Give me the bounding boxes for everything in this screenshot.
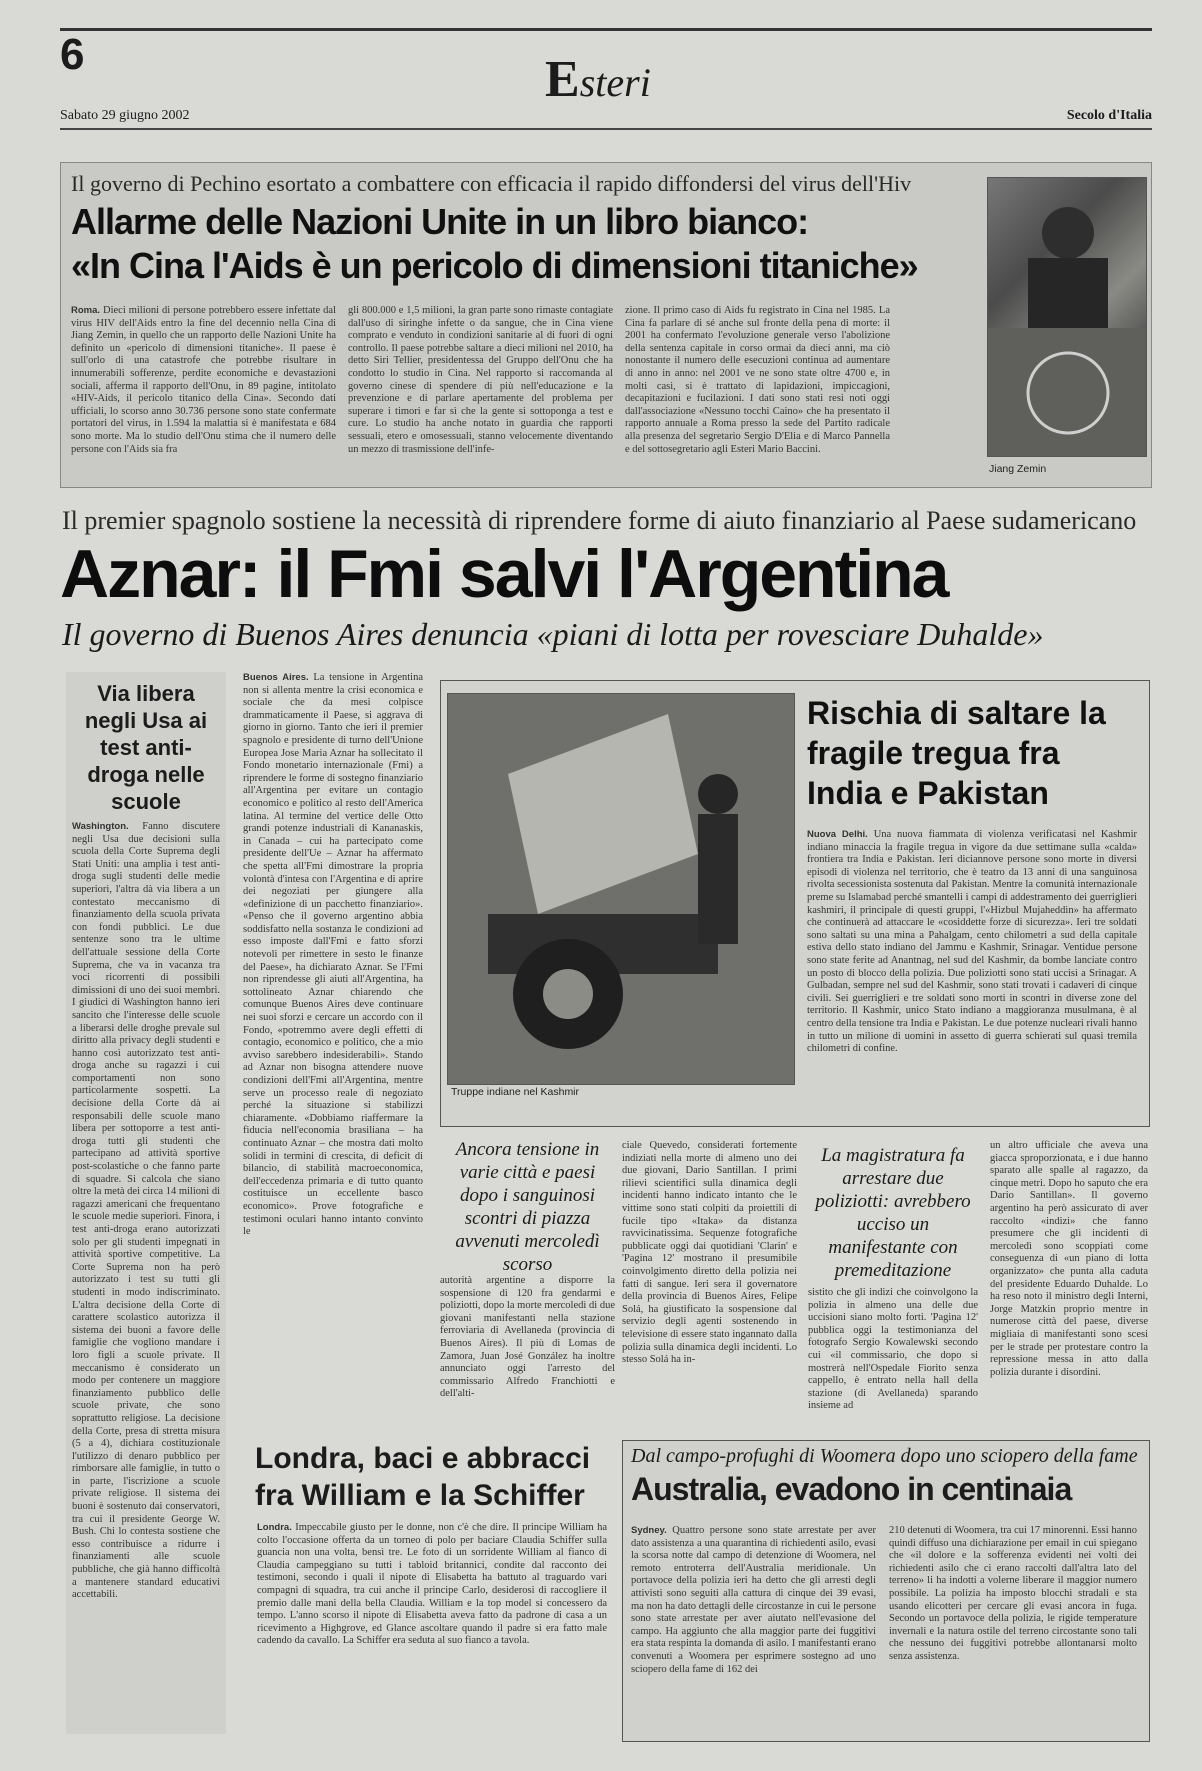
page-number: 6 <box>60 30 85 79</box>
artillery-figure <box>448 694 794 1084</box>
newspaper-name: Secolo d'Italia <box>1066 108 1152 123</box>
india-body-text: Una nuova fiammata di violenza verificatasi nel Kashmir indiano minaccia la fragile tregua in vigore da due settimane sulla «calda» frontiera tra India e Pakistan. Ieri diciannove persone sono morte in diversi episodi di violenza nel territorio, che è teatro da 13 anni di una sanguinosa rivolta secessionista sostenuta dal Pakistan. Mentre la comunità internazionale preme su Islamabad perché smantelli i campi di addestramento dei guerriglieri kashmiri, il principale di questi gruppi, l'«Hizbul Mujaheddin» ha affermato che continuerà ad attaccare le «cosiddette forze di sicurezza». Ieri tre soldati sono saltati su una mina a Pahalgam, cento chilometri a sud della capitale estiva dello stato indiano del Jammu e Kashmir, Srinagar. Ventidue persone sono state ferite ad Anantnag, nel sud del Kashmir, da bombe lanciate contro un posto di blocco della polizia. Due poliziotti sono stati uccisi a Srinagar. A Gulbadan, sempre nel sud del Kashmir, sono stati trovati i cadaveri di cinque civili. Sei guerriglieri e tre soldati sono morti in scontri in diverse zone del territorio. Il Kashmir, unico Stato indiano a maggioranza musulmana, è al centro della tensione tra India e Pakistan. Le due potenze nucleari rivali hanno in tutto un milione di uomini in assetto di guerra schierati sul quasi tremila chilometri di confine. <box>807 829 1137 1055</box>
usa-title: Via libera negli Usa ai test anti-droga nelle scuole <box>84 681 208 814</box>
top-rule <box>60 28 1152 31</box>
india-dateline: Nuova Delhi. <box>807 829 868 840</box>
cina-title-line2: «In Cina l'Aids è un pericolo di dimensioni titaniche» <box>71 245 918 286</box>
jiang-zemin-figure <box>988 178 1146 456</box>
usa-body-text: Fanno discutere negli Usa due decisioni sulla scuola della Corte Suprema degli Stati Uniti: una amplia i test anti-droga sugli studenti delle medie superiori, l'altra dà via libera a un contestato meccanismo di finanziamento della scuola privata con fondi pubblici. Le due sentenze sono tra le ultime dell'attuale sessione della Corte Suprema, che va in vacanza tra voci ricorrenti di possibili dimissioni di uno dei suoi membri. I giudici di Washington hanno ieri sancito che l'interesse delle scuole a liberarsi delle droghe prevale sul diritto alla privacy degli studenti e hanno così autorizzato test anti-droga anche su ragazzi i cui comportamenti non sono particolarmente sospetti. La decisione della Corte dà ai responsabili delle scuole mano libera per sottoporre a test anti-droga tutti gli studenti che partecipano ad attività sportive post-scolastiche o che fanno parte di squadre. Si calcola che siano oltre la metà dei circa 14 milioni di ragazzi americani che frequentano le scuole medie superiori. Finora, i test anti-droga erano autorizzati solo per gli studenti impegnati in attività sportive competitive. La Corte Suprema non ha però autorizzato i test su tutti gli studenti in modo indiscriminato. L'altra decisione della Corte di carattere scolastico autorizza il sistema dei buoni a favore delle famiglie che vogliono mandare i loro figli a scuole private. Il meccanismo è considerato un modo per contenere un maggiore finanziamento pubblico delle scuole private, che sono soprattutto religiose. La decisione della Corte, presa di stretta misura (5 a 4), dichiara costituzionale l'utilizzo di denaro pubblico per rimborsare alle famiglie, in tutto o in parte, l'iscrizione a scuole private religiose. Il sistema dei buoni è sostenuto dai conservatori, tra cui il presidente George W. Bush. Chi lo contesta sostiene che esso contribuisce a ridurre i finanziamenti alle scuole pubbliche, che già hanno difficoltà a mantenere standard educativi accettabili. <box>72 821 220 1601</box>
jiang-zemin-caption: Jiang Zemin <box>989 463 1047 475</box>
cina-col1 <box>71 305 336 483</box>
australia-dateline: Sydney. <box>631 1525 667 1536</box>
section-title <box>545 50 651 109</box>
londra-body-text: Impeccabile giusto per le donne, non c'è che dire. Il principe William ha colto l'occasione offerta da un torneo di polo per baciare Claudia Schiffer sulla guancia non una volta, bensì tre. Le foto di un sorridente William al fianco di Claudia campeggiano su tutti i tabloid britannici, condite dal racconto dei testimoni, secondo i quali il nipote di Elisabetta ha battuto al traguardo vari compagni di squadra, tra cui anche il principe Carlo, desiderosi di raccogliere il premio dalle mani della bella Claudia. William e la top model si concessero da tempo. L'anno scorso il nipote di Elisabetta aveva fatto da padrone di casa a un ricevimento a Highgrove, ed Glance ascoltare quando il padre si era fatto male cadendo da cavallo. La Schiffer era seduta al suo fianco a tavola. <box>257 1522 607 1647</box>
india-body <box>807 829 1137 1119</box>
aznar-body <box>243 672 423 1432</box>
cina-col1-text: Dieci milioni di persone potrebbero essere infettate dal virus HIV dell'Aids entro la fine del decennio nella Cina di Jiang Zemin, in quello che un rapporto delle Nazioni Unite ha definito un «pericolo di dimensioni titaniche». Il paese è sull'orlo di una catastrofe che potrebbe risultare in innumerabili sofferenze, perdite economiche e devastazioni sociali, afferma il rapporto dell'Onu, in 89 pagine, intitolato «HIV-Aids, il pericolo titanico della Cina». Secondo dati ufficiali, lo scorso anno 30.736 persone sono state confermate portatori del virus, in 1.594 la malattia si è manifestata e 684 sono morte. Ma lo studio dell'Onu stima che il numero delle persone con l'Aids sia fra <box>71 305 336 455</box>
india-article <box>440 680 1150 1127</box>
section-initial: E <box>545 51 580 108</box>
usa-sidebar <box>66 672 226 1734</box>
cina-dateline: Roma. <box>71 305 101 316</box>
aznar-dateline: Buenos Aires. <box>243 672 309 683</box>
argentina-col3: sistito che gli indizi che coinvolgono la polizia in almeno una delle due uccisioni siano molto forti. 'Pagina 12' pubblica oggi la testimonianza del fotografo Sergio Kowalewski secondo cui «il commissario, che dopo si mostrerà nell'Ospedale Fiorito senza cappello, è entrato nella hall della stazione (di Avellaneda) sparando insieme ad <box>808 1287 978 1412</box>
londra-dateline: Londra. <box>257 1522 292 1533</box>
australia-kicker: Dal campo-profughi di Woomera dopo uno sciopero della fame <box>631 1445 1138 1467</box>
londra-body <box>257 1522 607 1732</box>
australia-col2: 210 detenuti di Woomera, tra cui 17 minorenni. Essi hanno quindi diffuso una dichiarazione per email in cui spiegano che «il dolore e la sofferenza evidenti nei volti dei richiedenti asilo che ci erano raccolti dall'altra lato del terreno» li ha indotti a volerne liberare il maggior numero possibile. La polizia ha imposto blocchi stradali e sta usando elicotteri per cercare gli evasi ancora in fuga. Secondo un portavoce della polizia, le rigide temperature invernali e la natura ostile del terreno circostante sono tali che nessuno dei fuggitivi potrebbe allontanarsi molto senza assistenza. <box>889 1525 1137 1662</box>
argentina-pull-quote-2: La magistratura fa arrestare due poliziotti: avrebbero ucciso un manifestante con premeditazione <box>815 1145 971 1281</box>
kashmir-troops-photo <box>447 693 795 1085</box>
argentina-col2: ciale Quevedo, considerati fortemente indiziati nella morte di almeno uno dei due giovani, Dario Santillan. I primi rilievi scientifici sulla dinamica degli incidenti hanno indicato intanto che le vittime sono stati colpiti da proiettili di fucile tipo «Itaka» da distanza ravvicinatissima. Sequenze fotografiche pubblicate oggi dai quotidiani 'Clarin' e 'Pagina 12' mostrano il presumibile coinvolgimento diretto della polizia nei fatti di sangue. Ieri sera il governatore della provincia di Buenos Aires, Felipe Solá, ha giustificato la sospensione dal servizio degli agenti sostenendo in televisione di essere stato ingannato dalla polizia sulla dinamica degli incidenti. Lo stesso Solá ha in- <box>622 1140 797 1366</box>
cina-col3: zione. Il primo caso di Aids fu registrato in Cina nel 1985. La Cina fa parlare di sé anche sul fronte della pena di morte: il 2001 ha confermato l'evoluzione generale verso l'abolizione della sentenza capitale in corso ormai da dieci anni, ma ciò nonostante il numero delle esecuzioni continua ad aumentare di anno in anno: nel 2001 ve ne sono state oltre 4700 e, in molti casi, si è trattato di lapidazioni, impiccagioni, decapitazioni e fucilazioni. I dati sono stati resi noti oggi dall'associazione «Nessuno tocchi Caino» che ha presentato il rapporto annuale a Roma presso la sede del Partito radicale alla presenza del segretario Sergio D'Elia e di Marco Pannella e del sottosegretario agli Esteri Mario Baccini. <box>625 305 890 455</box>
australia-col1-text: Quattro persone sono state arrestate per aver dato assistenza a una quarantina di richiedenti asilo, evasi la scorsa notte dal campo di detenzione di Woomera, nel remoto entroterra dell'Australia meridionale. Un portavoce della polizia ieri ha detto che gli arresti degli attivisti sono seguiti alla cattura di cinque dei 39 evasi, ma non ha dato dettagli delle circostanze in cui le persone sono state arrestate per aver aiutato nell'evasione del campo. Ha aggiunto che alla maggior parte dei fuggitivi era stata respinta la domanda di asilo. I manifestanti erano convenuti a Woomera per esprimere sostegno ad uno sciopero della fame di 162 dei <box>631 1525 876 1675</box>
cina-col2: gli 800.000 e 1,5 milioni, la gran parte sono rimaste contagiate dall'uso di siringhe infette o da sangue, che in Cina viene comprato e venduto in condizioni sanitarie al di fuori di ogni controllo. Il paese potrebbe saltare a dieci milioni nel 2010, ha detto Siri Tellier, presidentessa del Gruppo dell'Onu che ha condotto lo studio in Cina. Nel rapporto si raccomanda al governo cinese di spendere di più nell'educazione e la prevenzione e di parlare apertamente del problema per superare i timori e far sì che la gente si sottoponga a test e cure. Lo studio ha anche notato in guardia che rapporti sessuali, etero e omosessuali, stanno velocemente diventando un mezzo di trasmissione dell'infe- <box>348 305 613 455</box>
aznar-kicker: Il premier spagnolo sostiene la necessità di riprendere forme di aiuto finanziario al Paese sudamericano <box>62 506 1137 535</box>
usa-body <box>72 821 220 1771</box>
aznar-subtitle: Il governo di Buenos Aires denuncia «piani di lotta per rovesciare Duhalde» <box>62 616 1044 652</box>
australia-title: Australia, evadono in centinaia <box>631 1471 1072 1507</box>
cina-article <box>60 162 1152 488</box>
australia-col1 <box>631 1525 876 1730</box>
argentina-col4: un altro ufficiale che aveva una giacca sproporzionata, e i due hanno sparato alle spalle al ragazzo, da cinque metri. Dopo ho saputo che era Dario Santillan». Il governo argentino ha però assicurato di aver raccolto «indizi» che fanno presumere che gli incidenti di mercoledì sono scoppiati come conseguenza di «un piano di lotta organizzato» che punta alla caduta del presidente Eduardo Duhalde. Lo ha reso noto il ministro degli Interni, Jorge Matzkin proprio mentre in numerose città del paese, diverse migliaia di manifestanti sono scesi per le strade per protestare contro la repressione messa in atto dalla polizia durante i disordini. <box>990 1140 1148 1378</box>
argentina-col1: autorità argentine a disporre la sospensione di 120 fra gendarmi e poliziotti, dopo la morte mercoledì di due giovani manifestanti nella stazione ferroviaria di Avellaneda (provincia di Buenos Aires). Il più di Lomas de Zamora, Juan José González ha inoltre annunciato oggi l'arresto del commissario Alfredo Franchiotti e dell'alti- <box>440 1275 615 1400</box>
aznar-title: Aznar: il Fmi salvi l'Argentina <box>60 536 948 612</box>
jiang-zemin-photo <box>987 177 1147 457</box>
cina-title-line1: Allarme delle Nazioni Unite in un libro bianco: <box>71 201 809 242</box>
aznar-body-text: La tensione in Argentina non si allenta mentre la crisi economica e sociale che da mesi colpisce drammaticamente il Paese, si aggrava di giorno in giorno. Tanto che ieri il premier spagnolo e presidente di turno dell'Unione Europea Jose Maria Aznar ha sollecitato il Fondo monetario internazionale (Fmi) a riprendere le forme di sostegno finanziario all'Argentina per evitare un contagio economico e politico al resto dell'America latina. Al termine del vertice delle Otto grandi potenze industriali di Kananaskis, in Canada – cui ha partecipato come presidente dell'Ue – Aznar ha affermato che spetta all'Fmi dimostrare la propria volontà d'intesa con l'Argentina e di aprire dei negoziati per giungere alla «definizione di un pacchetto finanziario». «Penso che il governo argentino abbia soddisfatto nella sostanza le condizioni ad esso imposte dall'Fmi e fatto sforzi notevoli per rimettere in sesto le finanze del Paese», ha dichiarato Aznar. Se l'Fmi non riprendesse gli aiuti all'Argentina, ha sottolineato Aznar chiarendo che comunque Buenos Aires deve continuare nei suoi sforzi e cercare un accordo con il Fondo, «potremmo avere degli effetti di contagio, economico e politico, che a mio avviso sarebbero indesiderabili». Stando ad Aznar non bisogna attendere nuove condizioni dell'Fmi all'Argentina, mentre serve un processo reale di negoziato perché la situazione si stabilizzi chiaramente. «Dobbiamo riaffermare la fiducia nell'economia brasiliana – ha continuato Aznar – che mostra dati molto solidi in termini di crescita, di deficit di bilancio, di stabilità macroeconomica, dell'eccedenza primaria e di tutto quanto costituisce un eccellente basco economico». Prove fotografiche e testimoni oculari hanno intanto convinto le <box>243 672 423 1238</box>
kashmir-caption: Truppe indiane nel Kashmir <box>451 1086 580 1098</box>
australia-article <box>622 1440 1150 1742</box>
usa-dateline: Washington. <box>72 821 129 832</box>
issue-date: Sabato 29 giugno 2002 <box>60 108 190 123</box>
india-title: Rischia di saltare la fragile tregua fra India e Pakistan <box>807 695 1106 811</box>
londra-title: Londra, baci e abbracci fra William e la Schiffer <box>255 1442 591 1512</box>
section-rest: steri <box>579 60 651 105</box>
header-rule <box>60 128 1152 130</box>
cina-kicker: Il governo di Pechino esortato a combattere con efficacia il rapido diffondersi del virus dell'Hiv <box>71 171 912 196</box>
argentina-pull-quote-1: Ancora tensione in varie città e paesi dopo i sanguinosi scontri di piazza avvenuti mercoledì scorso <box>455 1139 600 1275</box>
